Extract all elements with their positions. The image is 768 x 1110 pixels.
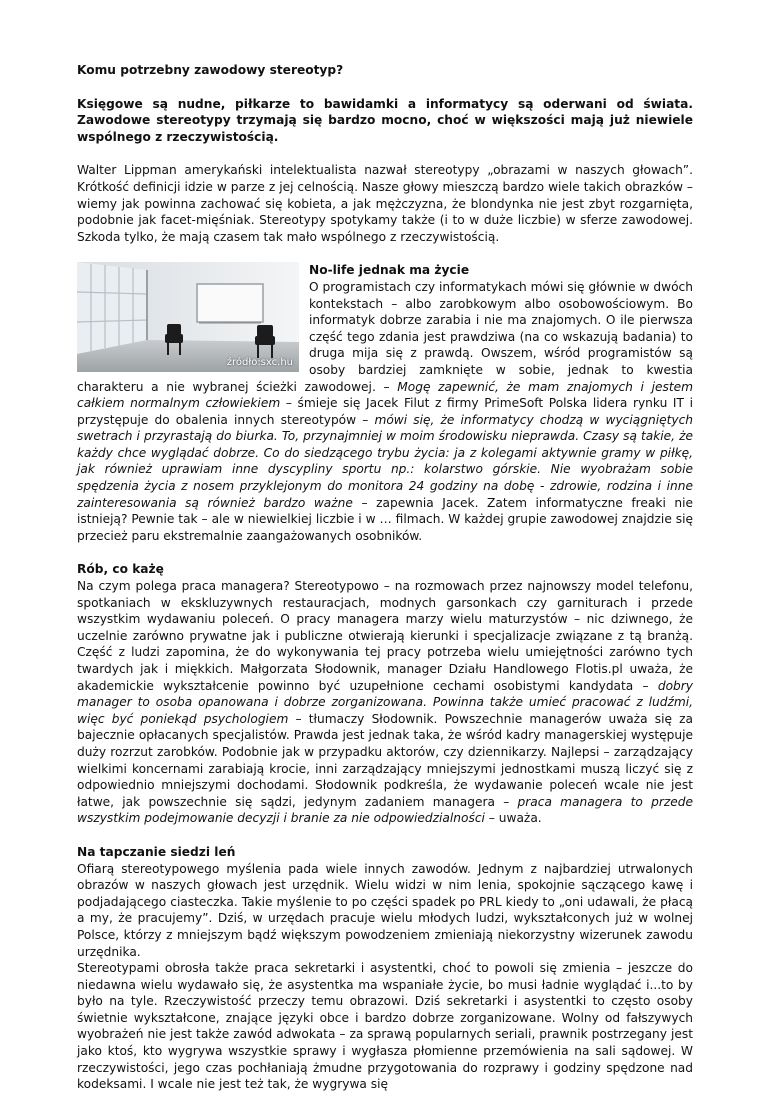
office-photo-image — [77, 262, 299, 372]
intro-paragraph: Walter Lippman amerykański intelektualista nazwał stereotypy „obrazami w naszych głowach”. Krótkość definicji idzie w parze z jej celnością. Nasze głowy mieszczą bardzo wiele takich obrazków – wiemy jak powinna zachować się kobieta, a jak mężczyzna, że blondynka nie jest zbyt rozgarnięta, podobnie jak facet-mięśniak. Stereotypy spotykamy także (i to w duże liczbie) w sferze zawodowej. Szkoda tylko, że mają czasem tak mało wspólnego z rzeczywistością. — [77, 163, 693, 244]
section-no-life — [77, 262, 693, 544]
section-clerks-paragraph-2: Stereotypami obrosła także praca sekretarki i asystentki, choć to powoli się zmienia – jeszcze do niedawna wielu wydawało się, że asystentka ma wspaniałe życie, bo musi ładnie wyglądać i...to by było na tyle. Rzeczywistość przeczy temu obrazowi. Dziś sekretarki i asystentki to często osoby świetnie wykształcone, znające języki obce i bardzo dobrze zorganizowane. Wolny od fałszywych wyobrażeń nie jest także zawód adwokata – za sprawą popularnych seriali, prawnik postrzegany jest jako ktoś, kto wygrywa wszystkie sprawy i wygłasza płomienne przemówienia na sali sądowej. W rzeczywistości, jego czas pochłaniają żmudne przygotowania do rozprawy i godziny spędzone nad kodeksami. I wcale nie jest też tak, że wygrywa się — [77, 961, 693, 1092]
section-managers-text: Na czym polega praca managera? Stereotypowo – na rozmowach przez najnowszy model telefonu, spotkaniach w ekskluzywnych restauracjach, modnych garsonkach czy garniturach i przede wszystkim wydawaniu poleceń. O pracy managera marzy wielu maturzystów – nic dziwnego, że uczelnie zarówno prywatne jak i publiczne otwierają kierunki i specjalizacje związane z tą branżą. Część z ludzi zapomina, że do wykonywania tej pracy potrzeba wielu umiejętności zarówno tych twardych jak i miękkich. Małgorzata Słodownik, manager Działu Handlowego Flotis.pl uważa, że akademickie wykształcenie powinno być uzupełnione cechami osobistymi kandydata – dobry manager to osoba opanowana i dobrze zorganizowana. Powinna także umieć pracować z ludźmi, więc być poniekąd psychologiem – tłumaczy Słodownik. Powszechnie managerów uważa się za bajecznie opłacanych specjalistów. Prawda jest jednak taka, że wśród kadry managerskiej występuje duży rozrzut zarobków. Podobnie jak w przypadku aktorów, czy dziennikarzy. Najlepsi – zarządzający wielkimi koncernami zarabiają krocie, inni zarządzający mniejszymi jednostkami muszą liczyć się z odpowiednio mniejszymi dochodami. Słodownik podkreśla, że wydawanie poleceń wcale nie jest łatwe, jak powszechnie się sądzi, jedynym zadaniem managera – praca managera to przede wszystkim podejmowanie decyzji i branie za nie odpowiedzialności – uważa. — [77, 579, 694, 826]
section-managers — [77, 561, 693, 827]
section-heading-no-life: No-life jednak ma życie — [309, 263, 470, 278]
section-heading-clerks: Na tapczanie siedzi leń — [77, 844, 236, 859]
office-photo — [77, 262, 299, 372]
document-page — [77, 62, 693, 1110]
section-no-life-text: O programistach czy informatykach mówi się głównie w dwóch kontekstach – albo zarobkowym albo osobowościowym. Bo informatyk dobrze zarabia i nie ma znajomych. O ile pierwsza część tego zdania jest prawdziwa (na co wskazują badania) to druga mija się z prawdą. Owszem, wśród programistów są osoby bardziej zamknięte w sobie, jednak to kwestia charakteru a nie wybranej ścieżki zawodowej. – Mogę zapewnić, że mam znajomych i jestem całkiem normalnym człowiekiem – śmieje się Jacek Filut z firmy PrimeSoft Polska lidera rynku IT i przystępuje do obalenia innych stereotypów – mówi się, że informatycy chodzą w wyciągniętych swetrach i przyrastają do biurka. To, przynajmniej w moim środowisku nieprawda. Czasy są takie, że każdy chce wyglądać dobrze. Co do siedzącego trybu życia: ja z kolegami aktywnie gramy w piłkę, jak również uprawiam inne dyscypliny sportu np.: kolarstwo górskie. Nie wyobrażam sobie spędzenia życia z nosem przyklejonym do monitora 24 godziny na dobę - zdrowie, rodzina i inne zainteresowania są również bardzo ważne – zapewnia Jacek. Zatem informatyczne freaki nie istnieją? Pewnie tak – ale w niewielkiej liczbie i w … filmach. W każdej grupie zawodowej znajdzie się przecież paru ekstremalnie zaangażowanych osobników. — [77, 279, 693, 543]
section-clerks — [77, 844, 693, 1093]
article-title: Komu potrzebny zawodowy stereotyp? — [77, 63, 344, 77]
article-lead: Księgowe są nudne, piłkarze to bawidamki a informatycy są oderwani od świata. Zawodowe stereotypy trzymają się bardzo mocno, choć w większości mają już niewiele wspólnego z rzeczywistością. — [77, 96, 693, 144]
section-clerks-paragraph-1: Ofiarą stereotypowego myślenia pada wiele innych zawodów. Jednym z najbardziej utrwalonych obrazów w naszych głowach jest urzędnik. Wielu widzi w nim lenia, spokojnie sączącego kawę i podjadającego ciasteczka. Takie myślenie to po części spadek po PRL kiedy to „oni udawali, że płacą a my, że pracujemy”. Dziś, w urzędach pracuje wielu młodych ludzi, wykształconych już w wolnej Polsce, którzy z mniejszym bądź większym powodzeniem zmieniają niekorzystny wizerunek zawodu urzędnika. — [77, 861, 693, 959]
photo-credit: źródło:sxc.hu — [226, 357, 293, 369]
section-heading-managers: Rób, co każę — [77, 562, 164, 577]
